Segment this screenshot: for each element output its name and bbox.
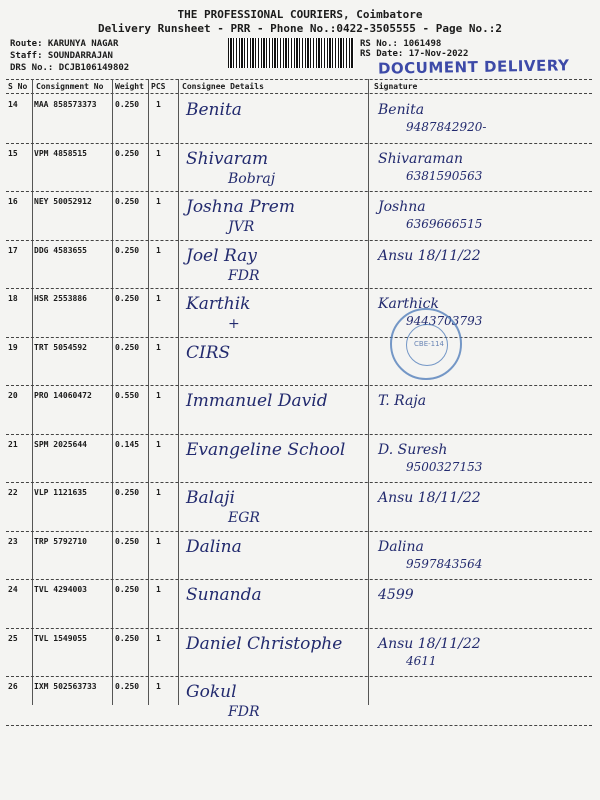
row-divider [6, 385, 592, 386]
row-divider [6, 482, 592, 483]
recipient-phone: 9500327153 [406, 459, 483, 474]
consignee-name: Evangeline School [186, 439, 346, 460]
pieces-count: 1 [156, 439, 161, 449]
consignee-name: Gokul [186, 682, 237, 702]
table-row [6, 387, 592, 437]
weight-value: 0.250 [115, 100, 140, 109]
consignee-name: Shivaram [186, 148, 269, 169]
consignee-name: Dalina [186, 536, 242, 557]
staff-field: Staff: SOUNDARRAJAN [10, 51, 113, 61]
pieces-count: 1 [156, 148, 161, 158]
row-divider [6, 725, 592, 726]
route-field: Route: KARUNYA NAGAR [10, 39, 119, 49]
recipient-signature: Ansu 18/11/22 [378, 635, 481, 652]
weight-value: 0.250 [115, 682, 140, 691]
pieces-count: 1 [156, 391, 161, 400]
weight-value: 0.550 [115, 391, 140, 400]
table-row [6, 145, 592, 195]
recipient-signature: T. Raja [378, 393, 427, 409]
consignee-name: Benita [186, 100, 242, 120]
row-divider [6, 288, 592, 289]
runsheet-subtitle: Delivery Runsheet - PRR - Phone No.:0422-3505555 - Page No.:2 [98, 22, 502, 35]
row-divider [6, 240, 592, 241]
pieces-count: 1 [156, 342, 161, 352]
recipient-signature: Benita [378, 102, 425, 118]
consignee-name: Sunanda [186, 585, 262, 605]
consignment-number: TRT 5054592 [34, 342, 87, 352]
weight-value: 0.250 [115, 197, 140, 206]
consignment-number: HSR 2553886 [34, 294, 87, 303]
consignee-note: FDR [228, 704, 260, 720]
recipient-signature: Ansu 18/11/22 [378, 247, 481, 264]
recipient-signature: 4599 [378, 587, 414, 603]
recipient-phone: 9443703793 [406, 314, 483, 328]
serial-number: 19 [8, 342, 18, 352]
weight-value: 0.250 [115, 585, 140, 594]
consignment-number: MAA 858573373 [34, 100, 97, 109]
consignment-number: TVL 4294003 [34, 585, 87, 594]
pieces-count: 1 [156, 633, 161, 643]
serial-number: 26 [8, 682, 18, 691]
consignment-number: PRO 14060472 [34, 391, 92, 400]
serial-number: 20 [8, 391, 18, 400]
consignee-note: FDR [228, 267, 260, 284]
table-row [6, 193, 592, 243]
row-divider [6, 337, 592, 338]
serial-number: 21 [8, 439, 18, 449]
company-title: THE PROFESSIONAL COURIERS, Coimbatore [177, 8, 423, 21]
recipient-signature: Ansu 18/11/22 [378, 490, 481, 506]
consignee-name: Balaji [186, 488, 235, 508]
recipient-phone: 4611 [406, 653, 437, 668]
weight-value: 0.250 [115, 488, 140, 497]
consignee-name: Immanuel David [186, 391, 328, 411]
consignee-name: Joshna Prem [186, 197, 295, 217]
company-seal: CBE-114 [390, 308, 462, 380]
recipient-phone: 6369666515 [406, 217, 483, 231]
consignee-name: Daniel Christophe [186, 633, 343, 654]
consignment-number: VPM 4858515 [34, 148, 87, 158]
serial-number: 16 [8, 197, 18, 206]
recipient-signature: D. Suresh [378, 441, 448, 458]
col-sno: S No [8, 82, 28, 91]
serial-number: 22 [8, 488, 18, 497]
table-row [6, 436, 592, 486]
row-divider [6, 191, 592, 192]
table-row [6, 96, 592, 146]
pieces-count: 1 [156, 245, 161, 255]
row-divider [6, 676, 592, 677]
weight-value: 0.250 [115, 148, 140, 158]
consignee-note: Bobraj [228, 170, 276, 187]
consignee-name: Joel Ray [186, 245, 257, 266]
serial-number: 14 [8, 100, 18, 109]
consignee-name: CIRS [186, 342, 231, 363]
col-consignee: Consignee Details [182, 82, 264, 91]
table-row [6, 581, 592, 631]
col-signature: Signature [374, 82, 418, 91]
table-row [6, 630, 592, 680]
pieces-count: 1 [156, 682, 161, 691]
consignment-number: NEY 50052912 [34, 197, 92, 206]
row-divider [6, 531, 592, 532]
serial-number: 23 [8, 536, 18, 546]
table-row [6, 678, 592, 728]
serial-number: 25 [8, 633, 18, 643]
col-pcs: PCS [151, 82, 166, 91]
header-top-rule [6, 79, 592, 80]
recipient-signature: Shivaraman [378, 150, 464, 167]
header-bottom-rule [6, 93, 592, 94]
consignment-number: VLP 1121635 [34, 488, 87, 497]
row-divider [6, 434, 592, 435]
rs-date: RS Date: 17-Nov-2022 [360, 49, 469, 59]
consignment-number: TRP 5792710 [34, 536, 87, 546]
document-delivery-stamp: DOCUMENT DELIVERY [377, 56, 570, 78]
weight-value: 0.250 [115, 536, 140, 546]
consignee-name: Karthik [186, 294, 251, 314]
consignment-number: IXM 502563733 [34, 682, 97, 691]
consignment-number: TVL 1549055 [34, 633, 87, 643]
row-divider [6, 628, 592, 629]
col-weight: Weight [115, 82, 144, 91]
row-divider [6, 143, 592, 144]
pieces-count: 1 [156, 197, 161, 206]
pieces-count: 1 [156, 488, 161, 497]
rs-number: RS No.: 1061498 [360, 39, 442, 49]
consignee-note: EGR [228, 510, 260, 526]
serial-number: 24 [8, 585, 18, 594]
weight-value: 0.250 [115, 245, 140, 255]
table-row [6, 484, 592, 534]
recipient-phone: 9487842920- [406, 120, 487, 134]
weight-value: 0.250 [115, 342, 140, 352]
recipient-phone: 6381590563 [406, 168, 483, 183]
table-row [6, 242, 592, 292]
pieces-count: 1 [156, 294, 161, 303]
pieces-count: 1 [156, 100, 161, 109]
recipient-signature: Dalina [378, 538, 424, 555]
table-row [6, 339, 592, 389]
consignment-number: DDG 4583655 [34, 245, 87, 255]
weight-value: 0.145 [115, 439, 140, 449]
recipient-phone: 9597843564 [406, 556, 483, 571]
consignee-note: + [228, 316, 240, 332]
serial-number: 15 [8, 148, 18, 158]
consignment-number: SPM 2025644 [34, 439, 87, 449]
table-row [6, 290, 592, 340]
weight-value: 0.250 [115, 633, 140, 643]
consignee-note: JVR [228, 219, 255, 235]
recipient-signature: Joshna [378, 199, 426, 215]
serial-number: 17 [8, 245, 18, 255]
recipient-signature: Karthick [378, 296, 439, 312]
weight-value: 0.250 [115, 294, 140, 303]
pieces-count: 1 [156, 585, 161, 594]
row-divider [6, 579, 592, 580]
table-row [6, 533, 592, 583]
barcode [228, 38, 354, 68]
pieces-count: 1 [156, 536, 161, 546]
serial-number: 18 [8, 294, 18, 303]
col-consignment: Consignment No [36, 82, 104, 91]
drs-field: DRS No.: DCJB106149802 [10, 63, 130, 73]
